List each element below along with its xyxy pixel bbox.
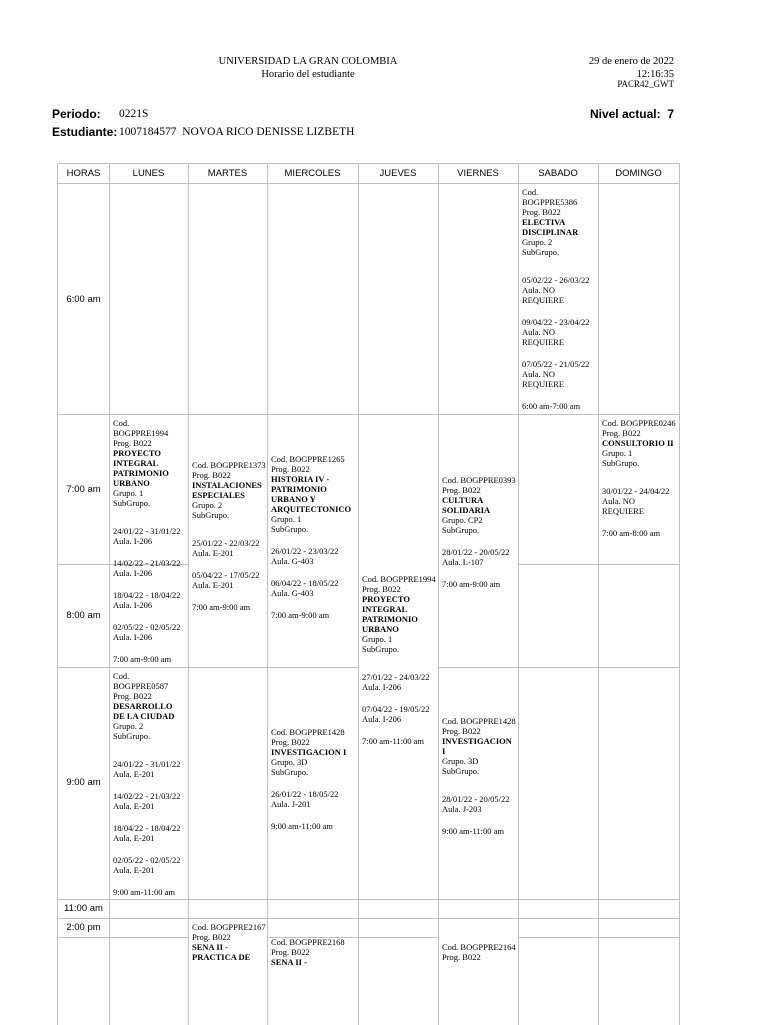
course-program: Prog. B022: [442, 726, 481, 736]
course-subgroup: SubGrupo.: [362, 644, 400, 654]
grid-line: [358, 937, 438, 938]
course-name: ELECTIVA DISCIPLINAR: [522, 217, 579, 237]
course-code: Cod. BOGPPRE1428: [442, 716, 516, 726]
session-dates: 02/05/22 - 02/05/22: [113, 622, 181, 632]
course-code: Cod. BOGPPRE0246: [602, 418, 676, 428]
session-time: 7:00 am-9:00 am: [192, 602, 251, 612]
session-room: Aula. E-201: [113, 769, 155, 779]
session-dates: 07/05/22 - 21/05/22: [522, 359, 590, 369]
session-dates: 28/01/22 - 20/05/22: [442, 547, 510, 557]
grid-line: [518, 937, 679, 938]
report-time: 12:16:35: [636, 69, 674, 80]
course-code: Cod. BOGPPRE1428: [271, 727, 345, 737]
session-room: Aula. I-206: [113, 632, 153, 642]
course-name: INVESTIGACION I: [442, 736, 512, 756]
session-dates: 24/01/22 - 31/01/22: [113, 526, 181, 536]
course-code: Cod. BOGPPRE1994: [113, 418, 169, 438]
session-dates: 18/04/22 - 18/04/22: [113, 823, 181, 833]
grid-line: [518, 164, 519, 1025]
grid-line: [58, 414, 679, 415]
class-block-sena-ii-martes: [192, 922, 266, 962]
course-group: Grupo. CP2: [442, 515, 483, 525]
session-time: 7:00 am-11:00 am: [362, 736, 425, 746]
course-subgroup: SubGrupo.: [271, 767, 309, 777]
session-room: Aula. E-201: [192, 548, 234, 558]
class-block-desarrollo-de-la-ciudad: [113, 671, 186, 897]
course-subgroup: SubGrupo.: [113, 498, 151, 508]
course-program: Prog. B022: [271, 737, 310, 747]
course-program: Prog. B022: [271, 464, 310, 474]
session-room: Aula. I-206: [362, 714, 402, 724]
class-block-proyecto-integral-jueves: [362, 574, 436, 746]
hour-label: 6:00 am: [66, 294, 101, 305]
course-code: Cod. BOGPPRE1265: [271, 454, 345, 464]
course-program: Prog. B022: [442, 485, 481, 495]
class-block-cultura-solidaria: [442, 475, 516, 589]
session-room: Aula. I-206: [113, 536, 153, 546]
session-room: Aula. J-203: [442, 804, 482, 814]
class-block-viernes-tarde: [442, 942, 516, 962]
course-program: Prog. B022: [113, 691, 152, 701]
hour-label: 2:00 pm: [66, 922, 101, 933]
grid-line: [58, 667, 358, 668]
session-room: Aula. G-403: [271, 588, 314, 598]
course-subgroup: SubGrupo.: [442, 766, 480, 776]
class-block-historia-iv: [271, 454, 359, 620]
course-code: Cod. BOGPPRE0587: [113, 671, 169, 691]
col-header-miercoles: MIERCOLES: [284, 168, 341, 179]
report-date: 29 de enero de 2022: [588, 56, 674, 67]
class-block-electiva-disciplinar: [522, 187, 595, 411]
course-code: Cod. BOGPPRE2164: [442, 942, 516, 952]
session-room: Aula. L-107: [442, 557, 484, 567]
nivel-label: Nivel actual:: [589, 107, 661, 121]
course-name: CONSULTORIO II: [602, 438, 674, 448]
grid-line: [438, 667, 679, 668]
hour-label: 7:00 am: [66, 484, 101, 495]
session-room: Aula. E-201: [113, 801, 155, 811]
session-time: 9:00 am-11:00 am: [442, 826, 505, 836]
session-room: Aula. E-201: [113, 865, 155, 875]
course-subgroup: SubGrupo.: [522, 247, 560, 257]
course-name: HISTORIA IV - PATRIMONIO URBANO Y ARQUITECTONICO: [271, 474, 352, 514]
session-room: Aula. NO REQUIERE: [602, 496, 645, 516]
grid-line: [598, 164, 599, 1025]
course-program: Prog. B022: [271, 947, 310, 957]
course-code: Cod. BOGPPRE0393: [442, 475, 516, 485]
col-header-lunes: LUNES: [132, 168, 165, 179]
session-dates: 24/01/22 - 31/01/22: [113, 759, 181, 769]
session-dates: 06/04/22 - 18/05/22: [271, 578, 339, 588]
course-name: PROYECTO INTEGRAL PATRIMONIO URBANO: [113, 448, 169, 488]
student-id: 1007184577: [119, 126, 177, 138]
session-dates: 28/01/22 - 20/05/22: [442, 794, 510, 804]
session-room: Aula. NO REQUIERE: [522, 285, 565, 305]
report-subtitle: Horario del estudiante: [261, 69, 355, 80]
session-dates: 26/01/22 - 18/05/22: [271, 789, 339, 799]
col-header-jueves: JUEVES: [379, 168, 417, 179]
session-dates: 14/02/22 - 21/03/22: [113, 791, 181, 801]
student-name: NOVOA RICO DENISSE LIZBETH: [182, 126, 355, 138]
session-room: Aula. E-201: [192, 580, 234, 590]
report-timestamp: [589, 55, 674, 81]
course-code: Cod. BOGPPRE1373: [192, 460, 266, 470]
hour-label: 9:00 am: [66, 777, 101, 788]
course-group: Grupo. 2: [192, 500, 223, 510]
course-subgroup: SubGrupo.: [271, 524, 309, 534]
course-subgroup: SubGrupo.: [192, 510, 230, 520]
session-time: 6:00 am-7:00 am: [522, 401, 581, 411]
schedule-grid: [57, 163, 680, 1025]
nivel-actual: [590, 107, 674, 121]
session-dates: 26/01/22 - 23/03/22: [271, 546, 339, 556]
session-dates: 05/04/22 - 17/05/22: [192, 570, 260, 580]
session-room: Aula. I-206: [113, 568, 153, 578]
grid-line: [58, 899, 679, 900]
col-header-viernes: VIERNES: [457, 168, 499, 179]
report-header: [188, 55, 428, 81]
session-room: Aula. J-201: [271, 799, 311, 809]
session-time: 7:00 am-9:00 am: [442, 579, 501, 589]
course-group: Grupo. 2: [113, 721, 144, 731]
grid-line: [58, 564, 109, 565]
session-dates: 14/02/22 - 21/03/22: [113, 558, 181, 568]
course-group: Grupo. 1: [271, 514, 302, 524]
grid-line: [518, 564, 679, 565]
course-program: Prog. B022: [192, 932, 231, 942]
course-program: Prog. B022: [192, 470, 231, 480]
session-time: 7:00 am-8:00 am: [602, 528, 661, 538]
session-dates: 27/01/22 - 24/03/22: [362, 672, 430, 682]
grid-line: [188, 164, 189, 1025]
session-room: Aula. E-201: [113, 833, 155, 843]
session-room: Aula. NO REQUIERE: [522, 369, 565, 389]
periodo-label: Periodo:: [52, 107, 101, 121]
course-name: SENA II -: [271, 957, 307, 967]
session-time: 9:00 am-11:00 am: [271, 821, 334, 831]
class-block-investigacion-i-miercoles: [271, 727, 357, 831]
course-code: Cod. BOGPPRE2168: [271, 937, 345, 947]
course-program: Prog. B022: [522, 207, 561, 217]
session-time: 7:00 am-9:00 am: [113, 654, 172, 664]
session-time: 7:00 am-9:00 am: [271, 610, 330, 620]
session-room: Aula. I-206: [113, 600, 153, 610]
hour-label: 8:00 am: [66, 610, 101, 621]
course-subgroup: SubGrupo.: [602, 458, 640, 468]
periodo-value: 0221S: [119, 108, 149, 120]
course-group: Grupo. 1: [362, 634, 393, 644]
session-dates: 18/04/22 - 18/04/22: [113, 590, 181, 600]
grid-line: [58, 183, 679, 184]
class-block-investigacion-i-viernes: [442, 716, 516, 836]
course-group: Grupo. 1: [602, 448, 633, 458]
session-room: Aula. G-403: [271, 556, 314, 566]
course-program: Prog. B022: [442, 952, 481, 962]
class-block-consultorio-ii: [602, 418, 677, 538]
nivel-value: 7: [667, 107, 674, 121]
session-dates: 30/01/22 - 24/04/22: [602, 486, 670, 496]
course-name: DESARROLLO DE LA CIUDAD: [113, 701, 175, 721]
session-time: 9:00 am-11:00 am: [113, 887, 176, 897]
session-dates: 25/01/22 - 22/03/22: [192, 538, 260, 548]
estudiante-label: Estudiante:: [52, 125, 118, 139]
course-subgroup: SubGrupo.: [113, 731, 151, 741]
course-code: Cod. BOGPPRE1994: [362, 574, 436, 584]
grid-line: [58, 918, 679, 919]
col-header-horas: HORAS: [66, 168, 101, 179]
course-group: Grupo. 2: [522, 237, 553, 247]
session-room: Aula. NO REQUIERE: [522, 327, 565, 347]
class-block-proyecto-integral-lunes: [113, 418, 186, 664]
student-info: [119, 126, 354, 138]
session-dates: 02/05/22 - 02/05/22: [113, 855, 181, 865]
course-group: Grupo. 1: [113, 488, 144, 498]
report-code: PACR42_GWT: [617, 79, 674, 89]
course-name: INSTALACIONES ESPECIALES: [192, 480, 262, 500]
course-group: Grupo. 3D: [271, 757, 308, 767]
grid-line: [438, 164, 439, 1025]
course-subgroup: SubGrupo.: [442, 525, 480, 535]
class-block-instalaciones-especiales: [192, 460, 268, 612]
grid-line: [109, 164, 110, 1025]
col-header-domingo: DOMINGO: [615, 168, 662, 179]
course-program: Prog. B022: [113, 438, 152, 448]
hour-label: 11:00 am: [64, 903, 103, 914]
course-program: Prog. B022: [362, 584, 401, 594]
course-group: Grupo. 3D: [442, 756, 479, 766]
course-name: PROYECTO INTEGRAL PATRIMONIO URBANO: [362, 594, 418, 634]
grid-line: [58, 937, 188, 938]
class-block-sena-ii-miercoles: [271, 937, 357, 967]
course-name: SENA II - PRACTICA DE: [192, 942, 251, 962]
course-code: Cod. BOGPPRE5386: [522, 187, 578, 207]
course-program: Prog. B022: [602, 428, 641, 438]
col-header-sabado: SABADO: [538, 168, 578, 179]
university-name: UNIVERSIDAD LA GRAN COLOMBIA: [218, 56, 398, 67]
col-header-martes: MARTES: [207, 168, 248, 179]
course-name: INVESTIGACION I: [271, 747, 347, 757]
course-name: CULTURA SOLIDARIA: [442, 495, 491, 515]
session-dates: 05/02/22 - 26/03/22: [522, 275, 590, 285]
course-code: Cod. BOGPPRE2167: [192, 922, 266, 932]
session-room: Aula. I-206: [362, 682, 402, 692]
session-dates: 07/04/22 - 19/05/22: [362, 704, 430, 714]
session-dates: 09/04/22 - 23/04/22: [522, 317, 590, 327]
